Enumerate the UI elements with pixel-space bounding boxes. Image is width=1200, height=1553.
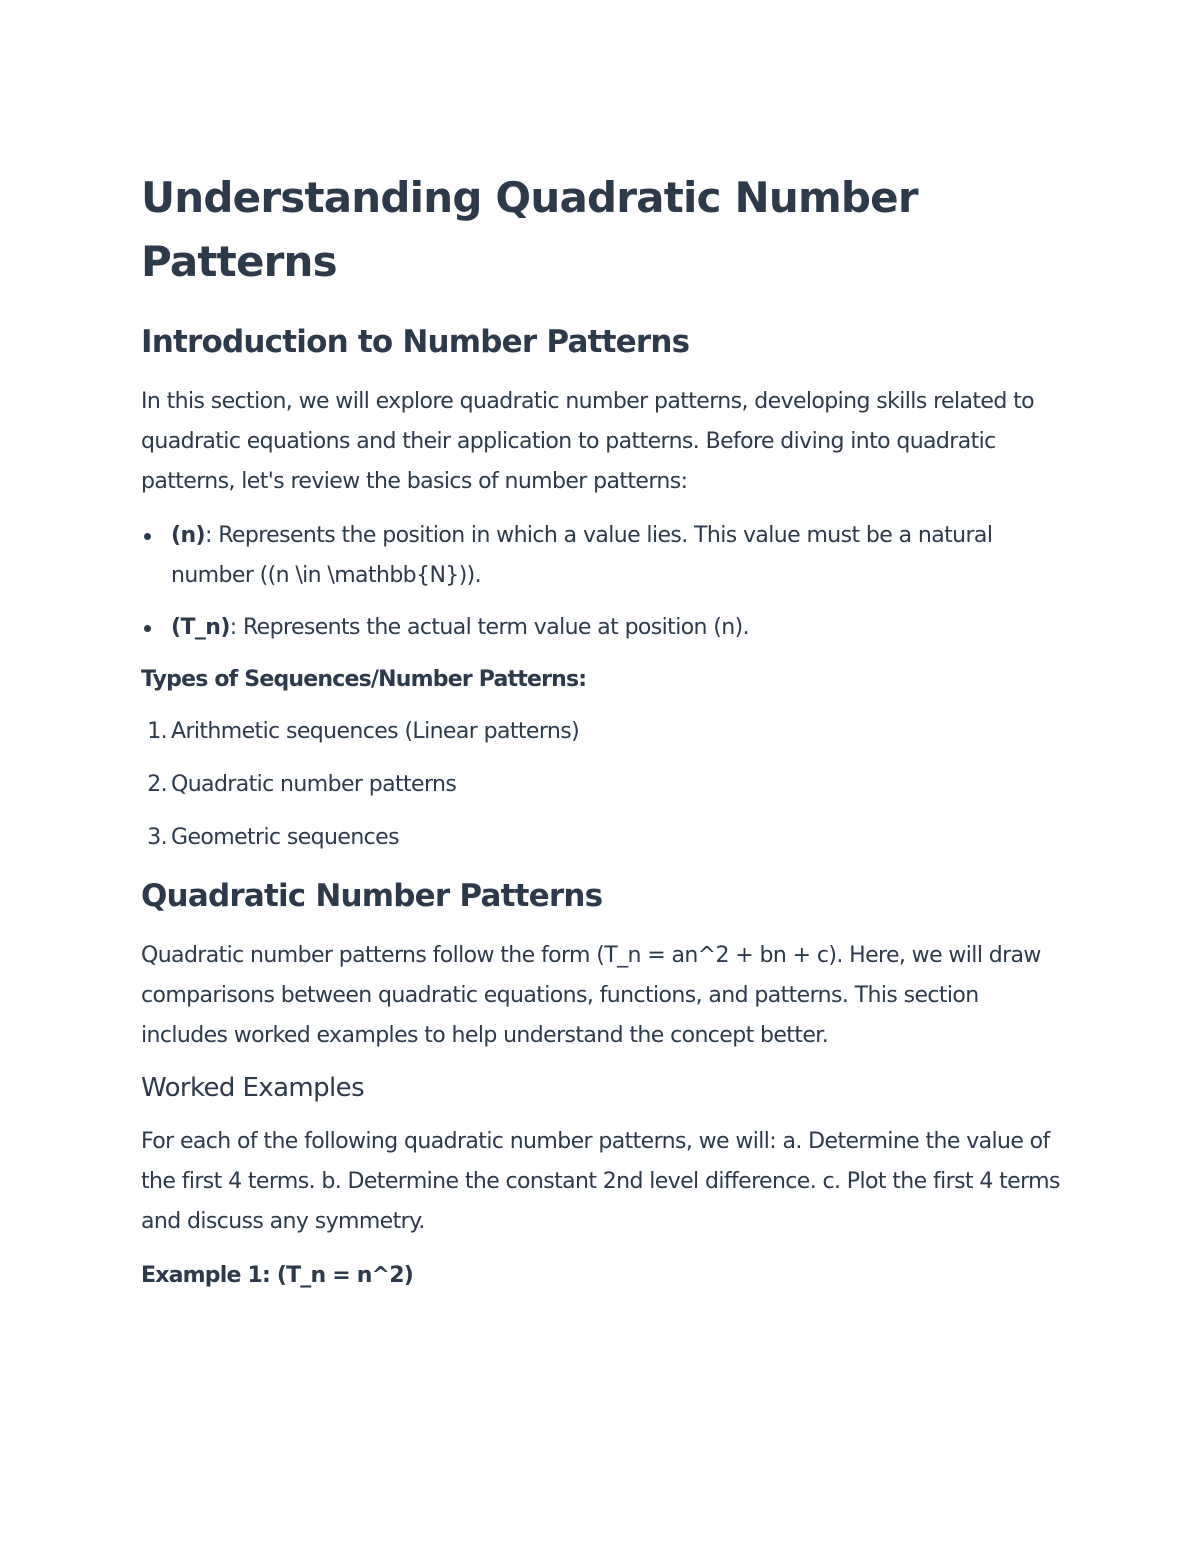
list-item	[141, 818, 1066, 858]
definition-text: : Represents the actual term value at position (n).	[229, 615, 749, 640]
list-number: 2.	[147, 772, 167, 797]
page-title: Understanding Quadratic Number Patterns	[141, 173, 918, 286]
list-number: 1.	[147, 719, 167, 744]
list-item	[141, 765, 1066, 805]
document-page	[141, 166, 1066, 1308]
list-item	[141, 712, 1066, 752]
bullet-icon	[144, 533, 151, 540]
definition-term: (T_n)	[171, 615, 230, 640]
bullet-icon	[144, 625, 151, 632]
quadratic-paragraph: Quadratic number patterns follow the form (T_n = an^2 + bn + c). Here, we will draw comparisons between quadratic equations, functions, and patterns. This section includes worked examples to help understand the concept better.	[141, 943, 1041, 1048]
example-1-label: Example 1: (T_n = n^2)	[141, 1263, 413, 1288]
intro-paragraph: In this section, we will explore quadratic number patterns, developing skills related to quadratic equations and their application to patterns. Before diving into quadratic patterns, let's review the basics of number patterns:	[141, 389, 1034, 494]
definitions-list	[141, 516, 1066, 648]
intro-heading: Introduction to Number Patterns	[141, 324, 690, 360]
quadratic-section	[141, 876, 1066, 1296]
types-label: Types of Sequences/Number Patterns:	[141, 667, 587, 692]
list-item	[141, 608, 1066, 648]
types-list	[141, 712, 1066, 858]
list-item-text: Quadratic number patterns	[171, 772, 457, 797]
intro-section	[141, 322, 1066, 858]
list-number: 3.	[147, 825, 167, 850]
list-item-text: Arithmetic sequences (Linear patterns)	[171, 719, 580, 744]
definition-term: (n)	[171, 523, 205, 548]
worked-examples-paragraph: For each of the following quadratic number patterns, we will: a. Determine the value of the first 4 terms. b. Determine the constant 2nd level difference. c. Plot the first 4 terms and discuss any symmetry.	[141, 1129, 1060, 1234]
quadratic-heading: Quadratic Number Patterns	[141, 878, 603, 914]
list-item	[141, 516, 1066, 596]
worked-examples-heading: Worked Examples	[141, 1073, 365, 1103]
list-item-text: Geometric sequences	[171, 825, 399, 850]
definition-text: : Represents the position in which a value lies. This value must be a natural number ((n \in \mathbb{N})).	[171, 523, 993, 588]
